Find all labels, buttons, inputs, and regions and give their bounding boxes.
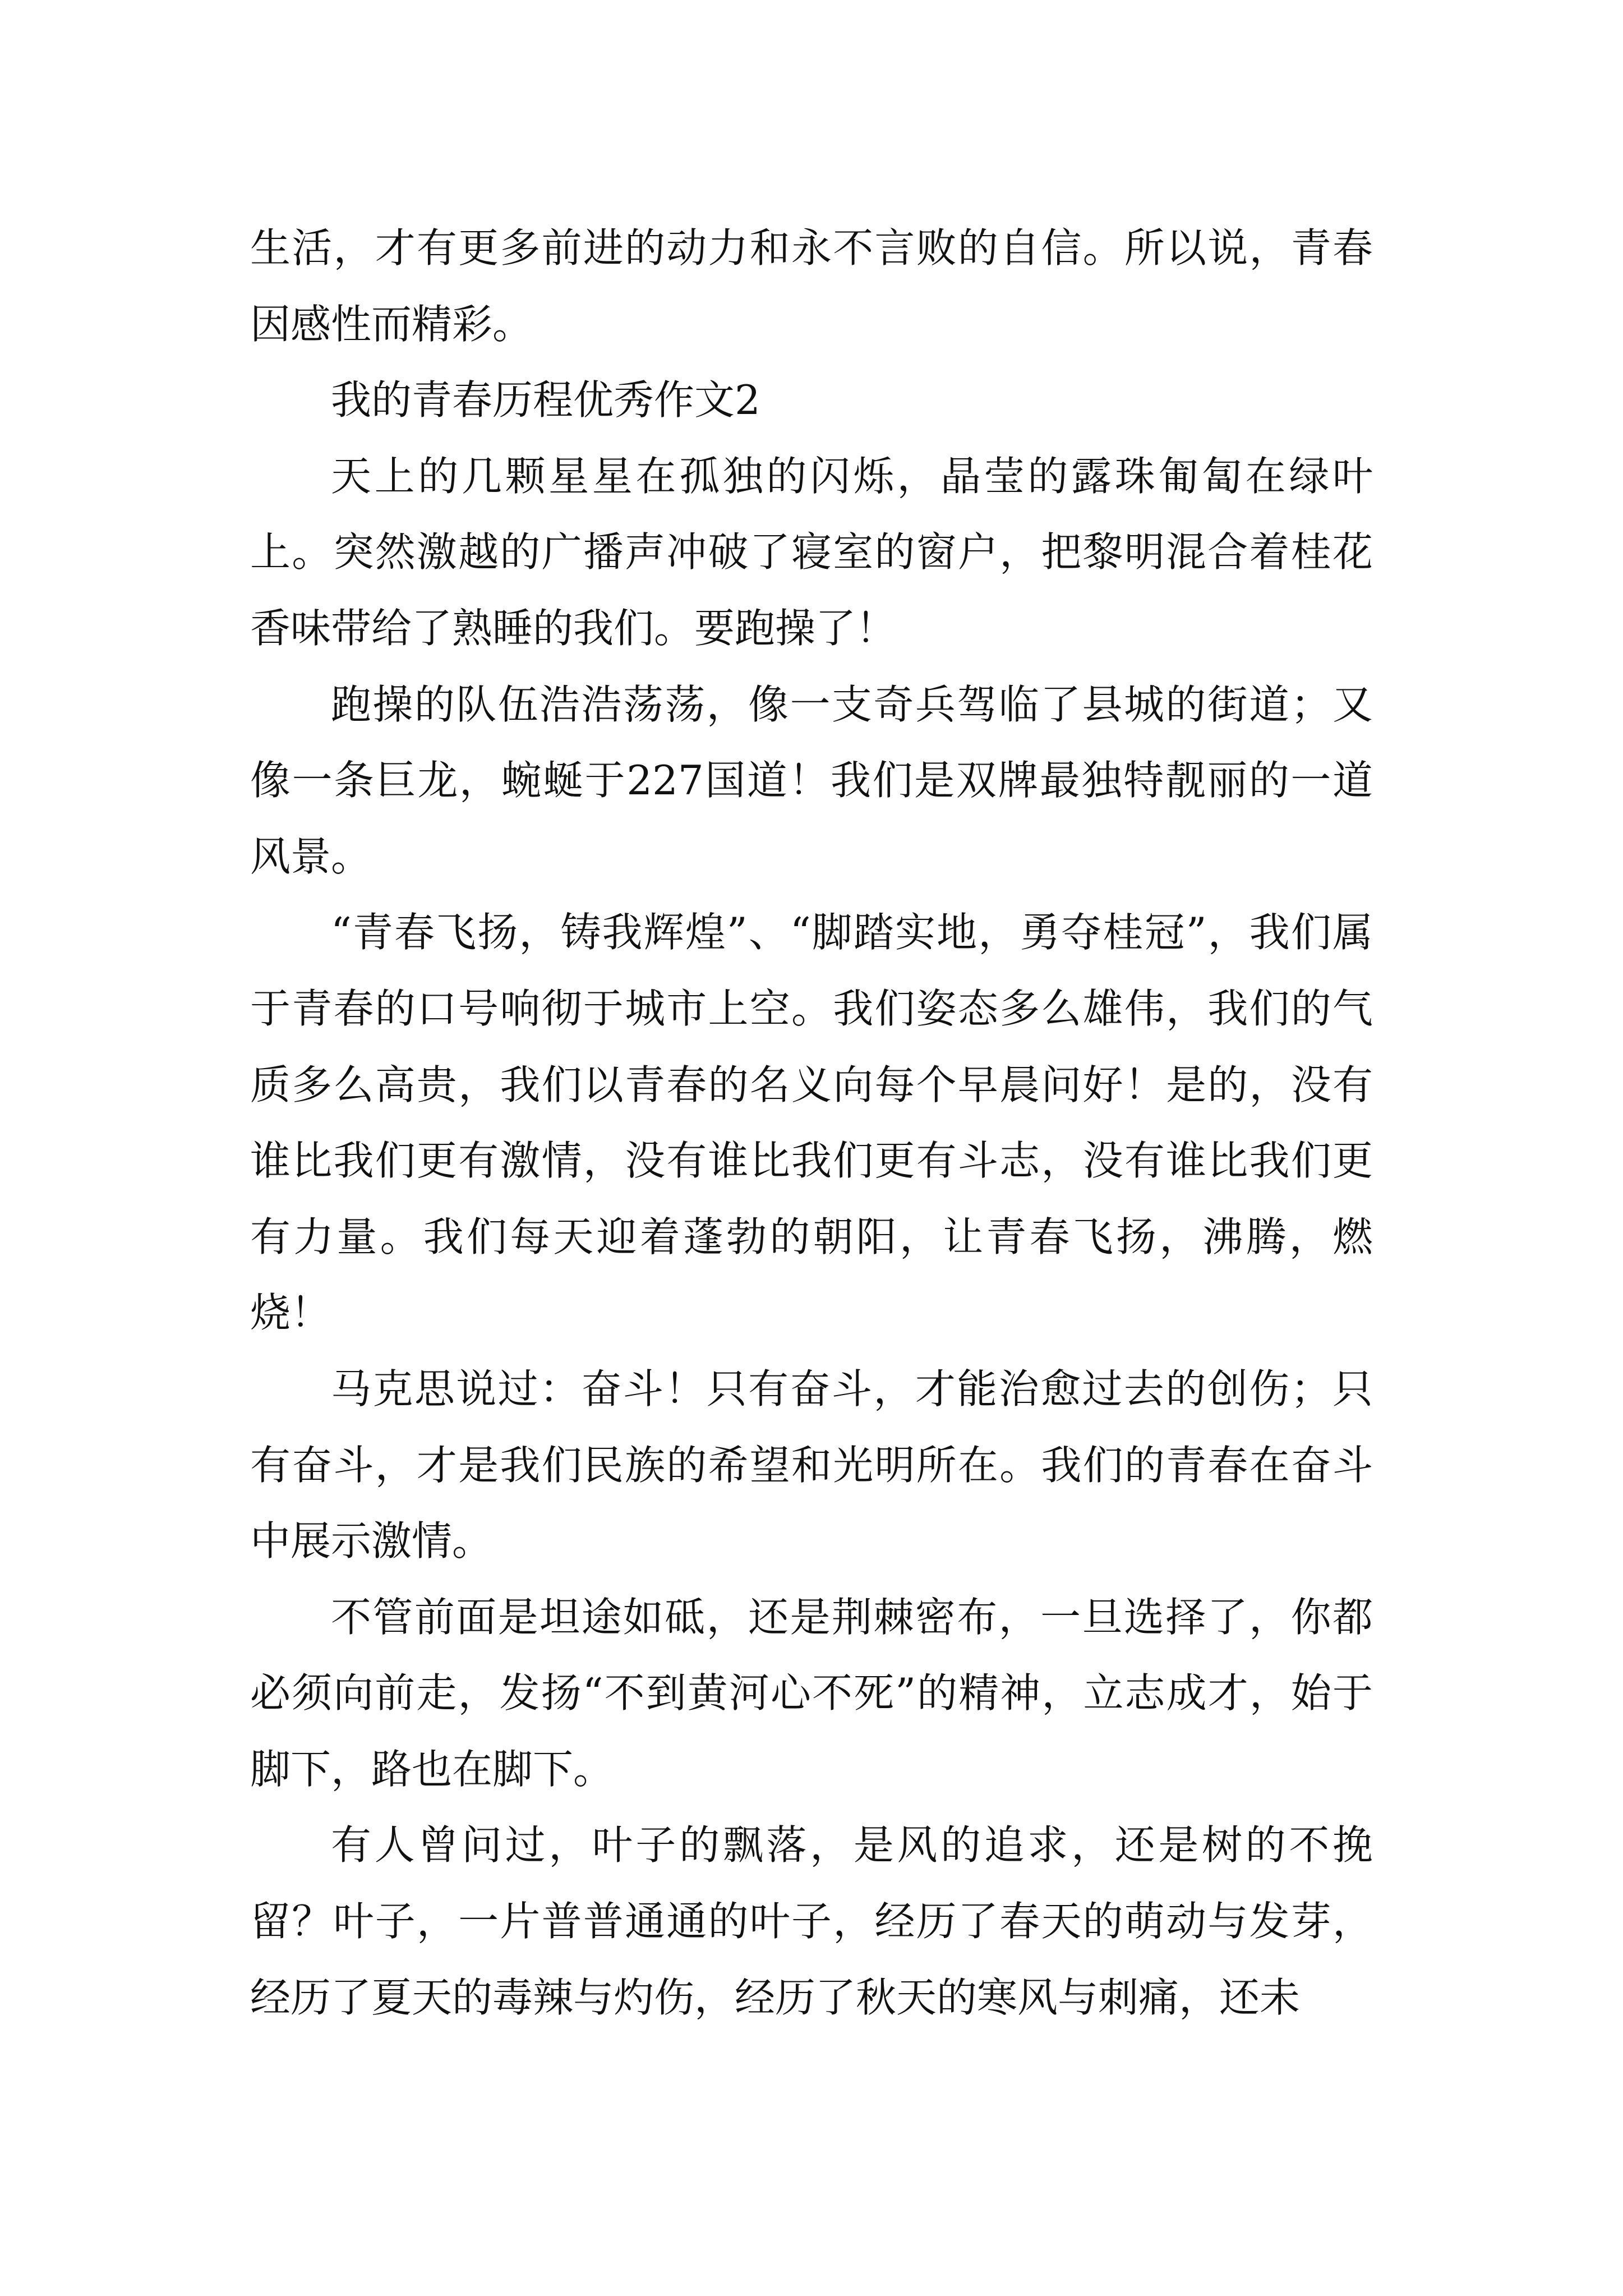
paragraph-leaves: 有人曾问过，叶子的飘落，是风的追求，还是树的不挽留？叶子，一片普普通通的叶子，经历了春天的萌动与发芽，经历了夏天的毒辣与灼伤，经历了秋天的寒风与刺痛，还未 — [250, 1821, 1373, 2021]
paragraph-slogans: “青春飞扬，铸我辉煌”、“脚踏实地，勇夺桂冠”，我们属于青春的口号响彻于城市上空。我们姿态多么雄伟，我们的气质多么高贵，我们以青春的名义向每个早晨问好！是的，没有谁比我们更有激情，没有谁比我们更有斗志，没有谁比我们更有力量。我们每天迎着蓬勃的朝阳，让青春飞扬，沸腾，燃烧！ — [250, 909, 1373, 1337]
paragraph-marx-quote: 马克思说过：奋斗！只有奋斗，才能治愈过去的创伤；只有奋斗，才是我们民族的希望和光明所在。我们的青春在奋斗中展示激情。 — [250, 1365, 1373, 1565]
paragraph-running-team: 跑操的队伍浩浩荡荡，像一支奇兵驾临了县城的街道；又像一条巨龙，蜿蜒于227国道！我们是双牌最独特靓丽的一道风景。 — [250, 680, 1373, 880]
paragraph-stars: 天上的几颗星星在孤独的闪烁，晶莹的露珠匍匐在绿叶上。突然激越的广播声冲破了寝室的窗户，把黎明混合着桂花香味带给了熟睡的我们。要跑操了！ — [250, 452, 1373, 652]
document-body — [250, 210, 1373, 2036]
paragraph-continuation: 生活，才有更多前进的动力和永不言败的自信。所以说，青春因感性而精彩。 — [250, 224, 1373, 348]
section-heading: 我的青春历程优秀作文2 — [331, 376, 760, 424]
paragraph-path-forward: 不管前面是坦途如砥，还是荆棘密布，一旦选择了，你都必须向前走，发扬“不到黄河心不死”的精神，立志成才，始于脚下，路也在脚下。 — [250, 1593, 1373, 1793]
